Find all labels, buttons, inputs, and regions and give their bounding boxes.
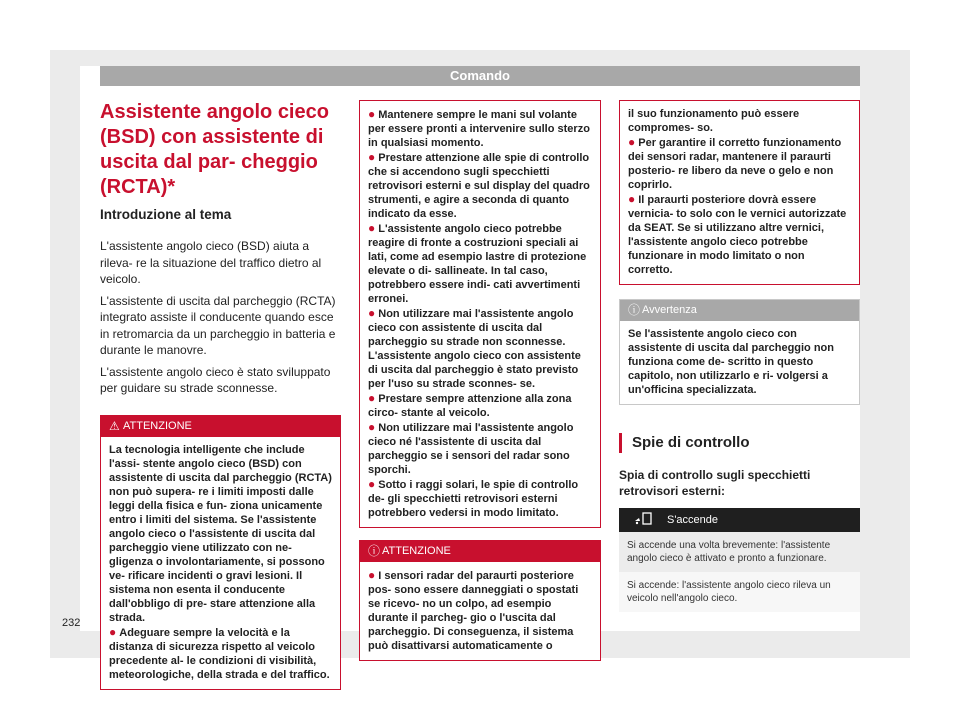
info-circle-icon: ⓘ — [628, 303, 641, 317]
bullet-item: ● Non utilizzare mai l'assistente angolo cieco né l'assistente di uscita dal parcheggio se i sensori del radar sono sporchi. — [368, 420, 574, 476]
mirror-warning-icon — [619, 508, 666, 532]
note-body — [620, 321, 859, 404]
bullet-item: ● Mantenere sempre le mani sul volante per essere pronti a intervenire sullo sterzo in qualsiasi momento. — [368, 107, 590, 149]
bullet-item: ● Per garantire il corretto funzionamento dei sensori radar, mantenere il paraurti posterio- re libero da neve o gelo e non coprirlo. — [628, 135, 842, 191]
header-bar: Comando — [100, 66, 860, 86]
bullet-icon: ● — [368, 477, 376, 491]
continued-intro: il suo funzionamento può essere compromes- so. — [628, 108, 800, 134]
note-box — [619, 299, 860, 405]
continued-body — [620, 101, 859, 284]
bullet-item: ● I sensori radar del paraurti posteriore pos- sono essere danneggiati o spostati se ricevo- no un colpo, ad esempio durante il parcheg- gio o l'uscita dal parcheggio. Di conseguenza, il sistema può disattivarsi automaticamente o — [368, 568, 579, 652]
section-title: Assistente angolo cieco (BSD) con assistente di uscita dal par- cheggio (RCTA)* — [100, 101, 329, 198]
bullet-icon: ● — [628, 192, 636, 206]
bullet-item: ● Non utilizzare mai l'assistente angolo cieco con assistente di uscita dal parcheggio su strade non sconnesse. L'assistente angolo cieco con assistente di uscita dal parcheggio è stato previsto per l'uso su strade sconnes- se. — [368, 306, 581, 390]
warning-box-2-header — [360, 541, 600, 562]
warning-triangle-icon: ⚠ — [109, 418, 120, 433]
bullet-item: ● Sotto i raggi solari, le spie di controllo de- gli specchietti retrovisori esterni potrebbero vedersi in modo limitato. — [368, 477, 579, 519]
table-header: S'accende — [666, 508, 860, 532]
info-circle-icon: ⓘ — [368, 544, 381, 558]
bullet-icon: ● — [368, 420, 376, 434]
page-number: 232 — [62, 617, 81, 629]
column-3 — [619, 100, 860, 612]
note-box-header — [620, 300, 859, 321]
paragraph: L'assistente di uscita dal parcheggio (RCTA) integrato assiste il conducente quando esce in retromarcia da un parcheggio in batteria e durante le manovre. — [100, 293, 336, 357]
warning-box-continued — [359, 100, 601, 528]
bullet-icon: ● — [368, 391, 376, 405]
warning-box — [100, 415, 341, 690]
bullet-icon: ● — [368, 306, 376, 320]
paragraph: L'assistente angolo cieco (BSD) aiuta a rileva- re la situazione del traffico dietro al veicolo. — [100, 239, 322, 286]
warning-box-2 — [359, 540, 601, 661]
bullet-icon: ● — [368, 150, 376, 164]
column-1 — [100, 100, 341, 690]
spie-table — [619, 508, 860, 612]
table-row: Si accende una volta brevemente: l'assistente angolo cieco è attivato e pronto a funzionare. — [619, 532, 860, 572]
warning-title: ATTENZIONE — [382, 545, 451, 557]
subsection-title: Introduzione al tema — [100, 207, 232, 222]
note-text: Se l'assistente angolo cieco con assistente di uscita dal parcheggio non funziona come de- scritto in questo capitolo, non utilizzarlo e ri- volgersi a un'officina specializzata. — [628, 328, 834, 396]
column-2 — [359, 100, 601, 661]
spie-title: Spie di controllo — [619, 433, 860, 453]
bullet-icon: ● — [109, 624, 117, 639]
warning-intro: La tecnologia intelligente che include l'assi- stente angolo cieco (BSD) con assistente di uscita dal parcheggio (RCTA) non può supera- re i limiti imposti dalle leggi della fisica e fun- ziona unicamente entro i limiti del sistema. Se l'assistente angolo cieco o l'assistente di uscita dal parcheggio viene utilizzato con ne- gligenza o involontariamente, si possono ve- rificare incidenti o gravi lesioni. Il sistema non esenta il conducente dall'obbligo di pre- stare attenzione alla strada. — [109, 443, 332, 624]
warning-box-header — [101, 416, 340, 437]
warning-2-body — [360, 562, 600, 660]
warning-box-continued-2 — [619, 100, 860, 285]
spie-subtitle: Spia di controllo sugli specchietti retrovisori esterni: — [619, 468, 811, 498]
bullet-icon: ● — [368, 107, 376, 121]
bullet-item: ● Prestare sempre attenzione alla zona circo- stante al veicolo. — [368, 391, 572, 419]
bullet-item: ● Prestare attenzione alle spie di controllo che si accendono sugli specchietti retrovisori esterni e sul display del quadro strumenti, e agire a seconda di quanto indicato da esse. — [368, 150, 590, 220]
bullet-icon: ● — [628, 135, 636, 149]
note-title: Avvertenza — [642, 304, 697, 316]
bullet-icon: ● — [368, 568, 376, 582]
table-row: Si accende: l'assistente angolo cieco rileva un veicolo nell'angolo cieco. — [619, 572, 860, 612]
paragraph: L'assistente angolo cieco è stato sviluppato per guidare su strade sconnesse. — [100, 364, 331, 395]
bullet-item: ● Il paraurti posteriore dovrà essere vernicia- to solo con le vernici autorizzate da SEAT. Se si utilizzano altre vernici, l'assistente angolo cieco potrebbe funzionare in modo limitato o non corretto. — [628, 192, 847, 276]
bullet-item: ● L'assistente angolo cieco potrebbe reagire di fronte a costruzioni speciali ai lati, come ad esempio lastre di protezione elevate o di- sallineate. In tal caso, potrebbero essere indi- cati avvertimenti erronei. — [368, 221, 587, 305]
warning-bullet: ● Adeguare sempre la velocità e la distanza di sicurezza rispetto al veicolo precedente al- le condizioni di visibilità, meteorologiche, della strada e del traffico. — [109, 624, 330, 681]
warning-body — [101, 437, 340, 689]
warning-title: ATTENZIONE — [123, 419, 192, 432]
warning-continued-body — [360, 101, 600, 527]
bullet-icon: ● — [368, 221, 376, 235]
